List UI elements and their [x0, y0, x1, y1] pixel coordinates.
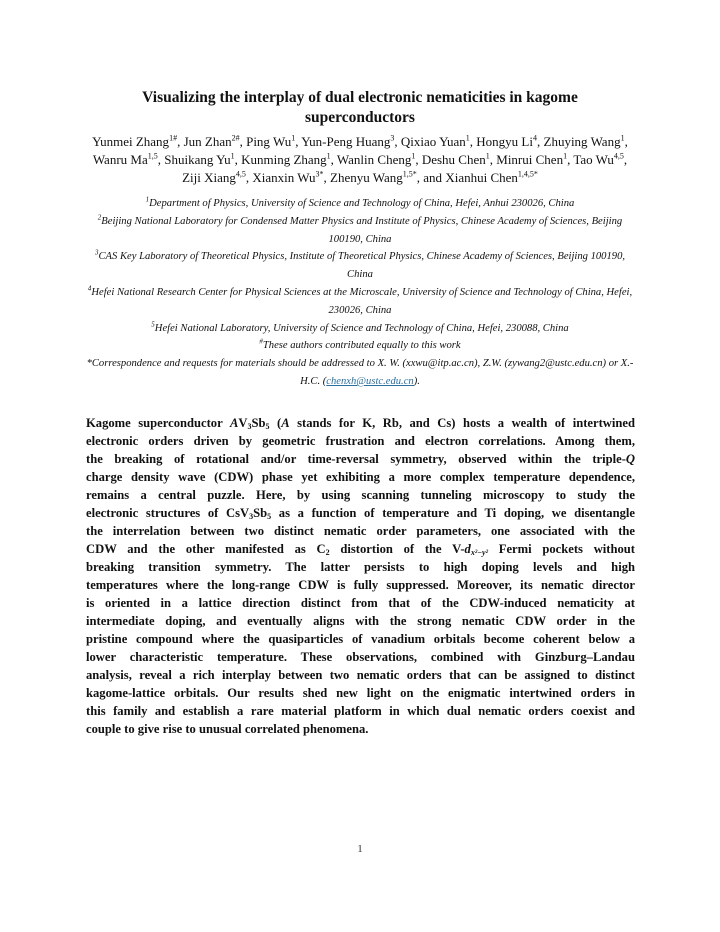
author-affiliation-mark: 4,5	[235, 169, 246, 179]
abstract-line: Kagome superconductor $AV_3Sb_5$ (A stands for K, Rb, and Cs) hosts a wealth of intertwined	[86, 416, 636, 431]
affiliation-item	[84, 213, 636, 249]
author-affiliation-mark: 1	[563, 151, 568, 161]
affiliation-item	[84, 284, 636, 320]
abstract-line: kagome-lattice orbitals. Our results shed new light on the enigmatic intertwined orders in	[86, 686, 635, 700]
correspondence-text: *Correspondence and requests for materials should be addressed to X. W. (xxwu@itp.ac.cn), Z.W. (zywang2@ustc.edu.cn) or X.-H.C. (	[86, 358, 634, 387]
affiliation-text: Hefei National Laboratory, University of Science and Technology of China, Hefei, 230088, China	[154, 322, 569, 334]
author-name: Ping Wu	[246, 134, 292, 149]
author-affiliation-mark: 4	[533, 133, 537, 143]
author-name: Kunming Zhang	[241, 152, 327, 167]
author-name: Wanlin Cheng	[336, 152, 412, 167]
affiliation-text: Beijing National Laboratory for Condensed Matter Physics and Institute of Physics, Chinese Academy of Sciences, Beijing 100190, China	[101, 215, 623, 245]
author-name: Qixiao Yuan	[400, 134, 466, 149]
affiliations	[84, 195, 636, 391]
abstract-line: pristine compound where the quasiparticles of vanadium orbitals become coherent below a	[86, 632, 635, 646]
author-affiliation-mark: 1	[411, 151, 416, 161]
author-list: Yunmei Zhang$^{1\#}$, Jun Zhan$^{2\#}$, Ping Wu$^1$, Yun-Peng Huang$^3$, Qixiao Yuan$^1$, Hongyu Li$^4$, Zhuying Wang$^1$, Wanru Ma$^{1,5}$, Shuikang Yu$^1$, Kunming Zhang$^1$, Wanlin Cheng$^1$, Deshu Chen$^1$, Minrui Chen$^1$, Tao Wu$^{4,5}$, Ziji Xiang$^{4,5}$, Xianxin $Wu^{3*}$, Zhenyu Wang$^{1,5*}$, and Xianhui Chen$^{1,4,5*}$	[92, 133, 628, 185]
author-affiliation-mark: 1	[465, 133, 470, 143]
affiliation-text: These authors contributed equally to this work	[262, 340, 461, 352]
author-affiliation-mark: 2#	[231, 133, 240, 143]
author-affiliation-mark: 1	[291, 133, 296, 143]
affiliation-item	[84, 195, 636, 213]
affiliation-text: Department of Physics, University of Science and Technology of China, Hefei, Anhui 230026, China	[149, 198, 575, 209]
author-affiliation-mark: 3	[390, 133, 395, 143]
abstract-line: this family and establish a rare material platform in which dual nematic orders coexist and	[86, 704, 635, 718]
author-name: Deshu Chen	[421, 152, 486, 167]
author-affiliation-mark: 1	[230, 151, 235, 161]
author-affiliation-mark: 1	[485, 151, 490, 161]
author-name: Hongyu Li	[476, 134, 533, 149]
abstract-line: temperatures where the long-range CDW is fully suppressed. Moreover, its nematic director	[86, 578, 635, 592]
title-line-2: superconductors	[305, 109, 415, 126]
page-number: 1	[357, 843, 363, 855]
paper-title	[88, 88, 632, 128]
affiliation-text: Hefei National Research Center for Physical Sciences at the Microscale, University of Science and Technology of China, Hefei, 230026, China	[91, 286, 633, 316]
abstract-line: CDW and the other manifested as $C_2$ distortion of the $V-d_{x^2-y^2}$ Fermi pockets without	[86, 542, 635, 557]
author-name: Jun Zhan	[183, 134, 232, 149]
author-name: Xianhui Chen	[445, 170, 518, 185]
author-affiliation-mark: 1,5*	[402, 169, 417, 179]
author-name: Shuikang Yu	[164, 152, 231, 167]
author-name: Yunmei Zhang	[92, 134, 170, 149]
abstract-line: electronic orders driven by geometric frustration and electron correlations. Among them,	[86, 434, 635, 448]
abstract-line: charge density wave (CDW) phase yet exhibiting a more complex temperature dependence,	[86, 470, 635, 484]
affiliation-text: CAS Key Laboratory of Theoretical Physics, Institute of Theoretical Physics, Chinese Academy of Sciences, Beijing 100190, China	[98, 251, 626, 281]
abstract-line: intermediate doping, and eventually aligns with the strong nematic CDW order in the	[86, 614, 635, 628]
correspondence-email-link[interactable]: chenxh@ustc.edu.cn	[326, 375, 414, 387]
correspondence-note	[84, 355, 636, 391]
abstract-line: electronic structures of $CsV_3Sb_5$ as a function of temperature and Ti doping, we disentangle	[86, 506, 635, 521]
author-affiliation-mark: 1#	[169, 133, 178, 143]
author-name: Zhenyu Wang	[330, 170, 403, 185]
abstract-line: lower characteristic temperature. These observations, combined with Ginzburg–Landau	[86, 650, 635, 664]
author-affiliation-mark: 1,4,5*	[517, 169, 538, 179]
correspondence-tail: ).	[413, 375, 420, 387]
author-name: Wanru Ma	[92, 152, 148, 167]
author-name: Yun-Peng Huang	[301, 134, 391, 149]
abstract-line: analysis, reveal a rich interplay between two nematic orders that can be assigned to distinct	[86, 668, 635, 682]
affiliation-mark: 1	[145, 195, 150, 204]
author-name: Xianxin Wu	[252, 170, 316, 185]
author-name: Tao Wu	[573, 152, 614, 167]
abstract-line: remains a central puzzle. Here, by using scanning tunneling microscopy to study the	[86, 488, 635, 502]
abstract	[86, 414, 635, 738]
affiliation-mark: 4	[87, 284, 92, 293]
author-affiliation-mark: 4,5	[613, 151, 624, 161]
author-name: Zhuying Wang	[543, 134, 621, 149]
abstract-line: breaking transition symmetry. The latter persists to high doping levels and high	[86, 560, 635, 574]
affiliation-item	[84, 337, 636, 355]
author-name: Ziji Xiang	[182, 170, 236, 185]
author-affiliation-mark: 1	[620, 133, 625, 143]
title-line-1: Visualizing the interplay of dual electronic nematicities in kagome	[142, 89, 578, 106]
author-name: Minrui Chen	[496, 152, 564, 167]
affiliation-mark: 3	[94, 248, 99, 257]
affiliation-mark: 5	[151, 320, 155, 329]
author-affiliation-mark: 1	[326, 151, 331, 161]
affiliation-mark: #	[259, 337, 263, 346]
author-affiliation-mark: 3*	[315, 169, 324, 179]
affiliation-mark: 2	[97, 213, 102, 222]
affiliation-item	[84, 248, 636, 284]
affiliation-item	[84, 320, 636, 338]
abstract-line: the breaking of rotational and/or time-reversal symmetry, observed within the triple-Q	[86, 452, 635, 466]
abstract-line: the interrelation between two distinct nematic order parameters, one associated with the	[86, 524, 635, 538]
abstract-line: couple to give rise to unusual correlated phenomena.	[86, 722, 369, 736]
author-affiliation-mark: 1,5	[147, 151, 158, 161]
abstract-line: is oriented in a lattice direction distinct from that of the CDW-induced nematicity at	[86, 596, 635, 610]
